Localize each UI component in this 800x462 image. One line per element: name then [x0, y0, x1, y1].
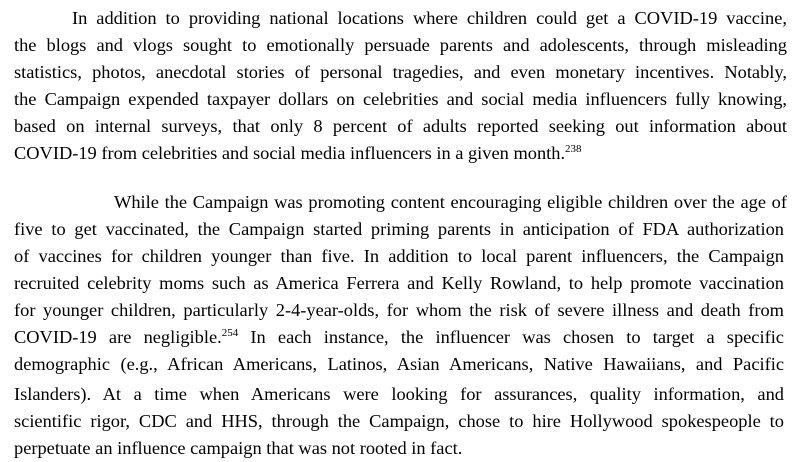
- footnote-238: 238: [565, 143, 582, 155]
- paragraph-2-line-7: demographic (e.g., African Americans, Latinos, Asian Americans, Native Hawaiians, and Pacific: [14, 354, 784, 374]
- paragraph-2-line-8: Islanders). At a time when Americans were looking for assurances, quality information, and: [14, 384, 784, 404]
- paragraph-1-line-3: statistics, photos, anecdotal stories of personal tragedies, and even monetary incentives. Notably,: [14, 62, 787, 82]
- footnote-254: 254: [221, 327, 239, 339]
- paragraph-1-line-2: the blogs and vlogs sought to emotionally persuade parents and adolescents, through misleading: [14, 35, 787, 55]
- paragraph-1-line-6-text: COVID-19 from celebrities and social media influencers in a given month.: [14, 143, 566, 163]
- paragraph-2-line-10: perpetuate an influence campaign that was not rooted in fact.: [14, 438, 463, 458]
- paragraph-2-line-9: scientific rigor, CDC and HHS, through the Campaign, chose to hire Hollywood spokespeople to: [14, 411, 784, 431]
- paragraph-2-line-2: five to get vaccinated, the Campaign started priming parents in anticipation of FDA authorization: [14, 219, 784, 239]
- paragraph-2-line-6: [14, 326, 784, 348]
- paragraph-2-line-4: recruited celebrity moms such as America Ferrera and Kelly Rowland, to help promote vaccination: [14, 273, 784, 293]
- paragraph-2-line-6-a: COVID-19 are negligible.: [14, 327, 222, 347]
- paragraph-2-line-5: for younger children, particularly 2-4-year-olds, for whom the risk of severe illness and death from: [14, 300, 784, 320]
- paragraph-1-line-1: In addition to providing national locations where children could get a COVID-19 vaccine,: [72, 8, 787, 28]
- paragraph-1-line-6: [14, 142, 582, 164]
- paragraph-2-line-6-b: In each instance, the influencer was chosen to target a specific: [250, 327, 784, 347]
- paragraph-2-line-1: While the Campaign was promoting content encouraging eligible children over the age of: [114, 192, 787, 212]
- paragraph-1-line-4: the Campaign expended taxpayer dollars on celebrities and social media influencers fully knowing,: [14, 89, 787, 109]
- paragraph-2-line-3: of vaccines for children younger than five. In addition to local parent influencers, the Campaign: [14, 246, 784, 266]
- paragraph-1-line-5: based on internal surveys, that only 8 percent of adults reported seeking out information about: [14, 116, 787, 136]
